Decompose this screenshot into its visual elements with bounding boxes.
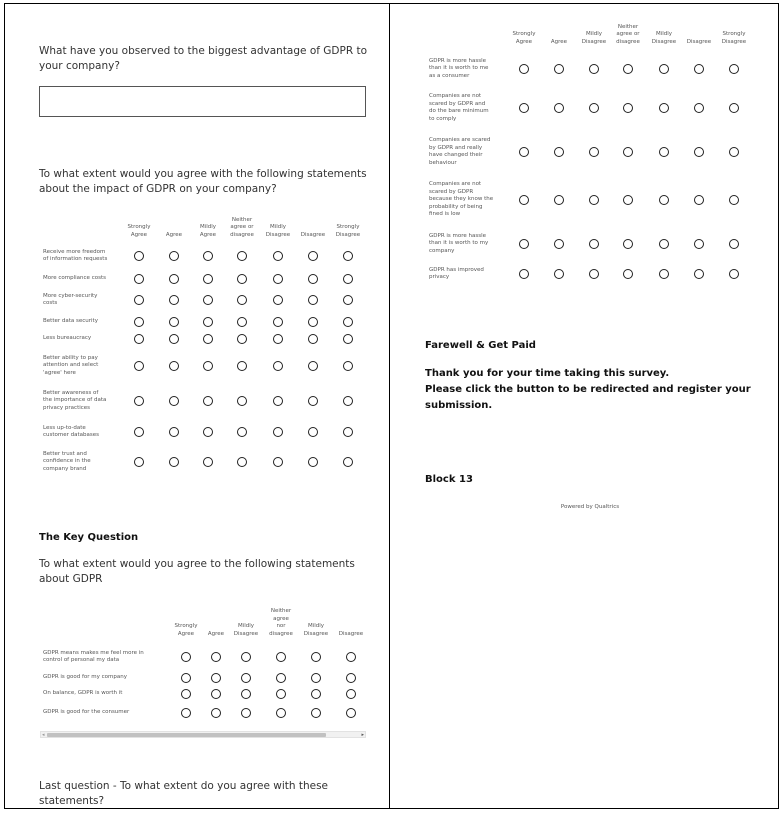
- q2-column-header: [328, 224, 368, 239]
- radio-button[interactable]: [237, 317, 247, 327]
- column-header-line: Agree: [515, 38, 533, 45]
- column-header-line: Strongly: [336, 224, 360, 230]
- radio-button[interactable]: [346, 689, 356, 699]
- row-label-line: Better trust and: [43, 450, 87, 457]
- radio-button[interactable]: [659, 269, 669, 279]
- row-label-line: to comply: [429, 115, 457, 122]
- column-header-line: Agree: [207, 630, 225, 637]
- radio-button[interactable]: [237, 295, 247, 305]
- farewell-line-2: Please click the button to be redirected and register your: [425, 384, 751, 395]
- radio-button[interactable]: [343, 317, 353, 327]
- row-label-line: company brand: [43, 465, 87, 472]
- radio-button[interactable]: [589, 239, 599, 249]
- radio-button[interactable]: [346, 708, 356, 718]
- column-header-line: Strongly: [512, 31, 536, 37]
- row-label-line: GDPR has improved: [429, 266, 484, 273]
- radio-button[interactable]: [169, 274, 179, 284]
- scroll-right-arrow-icon[interactable]: ▸: [361, 732, 364, 738]
- column-header-line: Agree: [177, 630, 195, 637]
- radio-button[interactable]: [169, 457, 179, 467]
- powered-by-qualtrics: Powered by Qualtrics: [560, 504, 620, 510]
- row-label-line: Companies are not: [429, 93, 482, 99]
- radio-button[interactable]: [181, 652, 191, 662]
- radio-button[interactable]: [729, 239, 739, 249]
- q2-column-header: [119, 224, 159, 239]
- radio-button[interactable]: [659, 103, 669, 113]
- radio-button[interactable]: [343, 334, 353, 344]
- radio-button[interactable]: [237, 396, 247, 406]
- radio-button[interactable]: [211, 708, 221, 718]
- radio-button[interactable]: [623, 195, 633, 205]
- column-header-line: Strongly: [174, 623, 198, 629]
- radio-button[interactable]: [181, 689, 191, 699]
- row-label-line: fined is low: [429, 211, 461, 218]
- radio-button[interactable]: [273, 334, 283, 344]
- radio-button[interactable]: [273, 274, 283, 284]
- key-question-column-header: [261, 608, 301, 638]
- radio-button[interactable]: [276, 689, 286, 699]
- row-label-line: GDPR is good for the consumer: [43, 709, 130, 716]
- radio-button[interactable]: [308, 317, 318, 327]
- column-header-line: Mildly: [655, 31, 673, 37]
- column-header-line: Mildly: [199, 224, 217, 230]
- radio-button[interactable]: [211, 652, 221, 662]
- key-question-row-label: [43, 650, 168, 665]
- row-label-line: privacy practices: [43, 404, 91, 411]
- radio-button[interactable]: [273, 457, 283, 467]
- row-label-line: have changed their: [429, 152, 483, 158]
- key-question-line-2: about GDPR: [39, 573, 103, 585]
- radio-button[interactable]: [203, 274, 213, 284]
- radio-button[interactable]: [623, 147, 633, 157]
- radio-button[interactable]: [203, 361, 213, 371]
- right-matrix-row-label: [429, 233, 507, 256]
- row-label-line: scared by GDPR: [429, 188, 474, 195]
- radio-button[interactable]: [343, 457, 353, 467]
- radio-button[interactable]: [311, 673, 321, 683]
- row-label-line: Better ability to pay: [43, 354, 98, 361]
- radio-button[interactable]: [554, 103, 564, 113]
- q2-row-label: [43, 275, 123, 283]
- row-label-line: Less up-to-date: [43, 424, 86, 431]
- right-matrix-row-label: [429, 93, 507, 123]
- radio-button[interactable]: [589, 64, 599, 74]
- key-question-row-label: [43, 690, 168, 698]
- key-question-row-label: [43, 674, 168, 682]
- radio-button[interactable]: [169, 427, 179, 437]
- row-label-line: because they know the: [429, 196, 494, 203]
- radio-button[interactable]: [203, 334, 213, 344]
- radio-button[interactable]: [623, 64, 633, 74]
- radio-button[interactable]: [134, 251, 144, 261]
- row-label-line: control of personal my data: [43, 657, 120, 663]
- right-matrix-row-label: [429, 181, 507, 219]
- radio-button[interactable]: [346, 673, 356, 683]
- key-question-title: The Key Question: [39, 532, 139, 543]
- farewell-line-1: Thank you for your time taking this survey.: [425, 368, 670, 379]
- radio-button[interactable]: [589, 269, 599, 279]
- row-label-line: Receive more freedom: [43, 248, 106, 255]
- radio-button[interactable]: [694, 103, 704, 113]
- radio-button[interactable]: [273, 251, 283, 261]
- q2-row-label: [43, 425, 123, 440]
- farewell-line-3: submission.: [425, 400, 493, 411]
- radio-button[interactable]: [343, 396, 353, 406]
- column-header-line: Disagree: [300, 231, 326, 238]
- radio-button[interactable]: [276, 652, 286, 662]
- column-header-line: Disagree: [265, 231, 291, 238]
- q2-row-label: [43, 293, 123, 308]
- radio-button[interactable]: [694, 269, 704, 279]
- radio-button[interactable]: [729, 269, 739, 279]
- radio-button[interactable]: [694, 64, 704, 74]
- radio-button[interactable]: [203, 457, 213, 467]
- scrollbar-thumb[interactable]: [47, 733, 326, 737]
- radio-button[interactable]: [211, 673, 221, 683]
- radio-button[interactable]: [659, 64, 669, 74]
- row-label-line: probability of being: [429, 203, 483, 210]
- radio-button[interactable]: [169, 396, 179, 406]
- q2-column-header: [222, 217, 262, 240]
- radio-button[interactable]: [237, 334, 247, 344]
- radio-button[interactable]: [308, 396, 318, 406]
- column-header-line: nor: [276, 623, 286, 629]
- column-header-line: disagree: [616, 38, 640, 45]
- q1-line-2: your company?: [39, 60, 120, 72]
- q1-question-text: [39, 44, 379, 74]
- radio-button[interactable]: [181, 673, 191, 683]
- radio-button[interactable]: [241, 673, 251, 683]
- row-label-line: behaviour: [429, 159, 457, 166]
- radio-button[interactable]: [519, 64, 529, 74]
- radio-button[interactable]: [134, 361, 144, 371]
- row-label-line: On balance, GDPR is worth it: [43, 690, 123, 697]
- radio-button[interactable]: [273, 361, 283, 371]
- right-matrix-column-header: [679, 39, 719, 47]
- radio-button[interactable]: [169, 251, 179, 261]
- radio-button[interactable]: [203, 251, 213, 261]
- radio-button[interactable]: [134, 317, 144, 327]
- column-divider: [389, 3, 390, 809]
- row-label-line: company: [429, 247, 455, 254]
- radio-button[interactable]: [134, 427, 144, 437]
- radio-button[interactable]: [346, 652, 356, 662]
- radio-button[interactable]: [308, 274, 318, 284]
- radio-button[interactable]: [181, 708, 191, 718]
- column-header-line: Agree: [165, 231, 183, 238]
- q1-line-1: What have you observed to the biggest advantage of GDPR to: [39, 45, 368, 57]
- column-header-line: Disagree: [686, 38, 712, 45]
- radio-button[interactable]: [273, 396, 283, 406]
- column-header-line: Mildly: [585, 31, 603, 37]
- row-label-line: Less bureaucracy: [43, 335, 92, 342]
- key-question-text: [39, 557, 379, 587]
- radio-button[interactable]: [308, 295, 318, 305]
- row-label-line: as a consumer: [429, 72, 470, 79]
- row-label-line: Companies are scared: [429, 137, 491, 143]
- radio-button[interactable]: [237, 361, 247, 371]
- q2-column-header: [293, 232, 333, 240]
- q2-row-label: [43, 355, 123, 378]
- radio-button[interactable]: [169, 317, 179, 327]
- key-question-column-header: [226, 623, 266, 638]
- radio-button[interactable]: [273, 295, 283, 305]
- column-header-line: agree or: [616, 31, 640, 37]
- column-header-line: Disagree: [721, 38, 747, 45]
- row-label-line: privacy: [429, 274, 450, 280]
- radio-button[interactable]: [169, 334, 179, 344]
- column-header-line: Agree: [130, 231, 148, 238]
- column-header-line: Disagree: [338, 630, 364, 637]
- q2-column-header: [258, 224, 298, 239]
- radio-button[interactable]: [203, 427, 213, 437]
- row-label-line: More compliance costs: [43, 275, 106, 282]
- radio-button[interactable]: [134, 295, 144, 305]
- right-matrix-row-label: [429, 137, 507, 167]
- row-label-line: More cyber-security: [43, 292, 98, 299]
- radio-button[interactable]: [134, 457, 144, 467]
- last-question-text: [39, 779, 379, 809]
- column-header-line: disagree: [230, 231, 254, 238]
- radio-button[interactable]: [311, 708, 321, 718]
- radio-button[interactable]: [343, 274, 353, 284]
- radio-button[interactable]: [308, 427, 318, 437]
- horizontal-scrollbar[interactable]: [40, 731, 366, 738]
- radio-button[interactable]: [729, 64, 739, 74]
- last-question-line-1: Last question - To what extent do you agree with these: [39, 780, 329, 792]
- radio-button[interactable]: [519, 239, 529, 249]
- key-question-column-header: [296, 623, 336, 638]
- radio-button[interactable]: [729, 147, 739, 157]
- column-header-line: Agree: [199, 231, 217, 238]
- right-matrix-column-header: [714, 31, 754, 46]
- radio-button[interactable]: [311, 652, 321, 662]
- radio-button[interactable]: [311, 689, 321, 699]
- row-label-line: Companies are not: [429, 181, 482, 188]
- key-question-row-label: [43, 709, 168, 717]
- radio-button[interactable]: [589, 103, 599, 113]
- column-header-line: Neither: [231, 216, 253, 223]
- row-label-line: Better data security: [43, 318, 98, 325]
- radio-button[interactable]: [554, 269, 564, 279]
- radio-button[interactable]: [134, 396, 144, 406]
- radio-button[interactable]: [623, 103, 633, 113]
- right-matrix-row-label: [429, 58, 507, 81]
- row-label-line: of information requests: [43, 256, 108, 262]
- radio-button[interactable]: [343, 295, 353, 305]
- column-header-line: Agree: [550, 38, 568, 45]
- radio-button[interactable]: [519, 147, 529, 157]
- radio-button[interactable]: [308, 334, 318, 344]
- row-label-line: GDPR is more hassle: [429, 57, 487, 64]
- radio-button[interactable]: [659, 147, 669, 157]
- right-matrix-column-header: [644, 31, 684, 46]
- radio-button[interactable]: [694, 195, 704, 205]
- key-question-line-1: To what extent would you agree to the following statements: [39, 558, 355, 570]
- radio-button[interactable]: [237, 457, 247, 467]
- column-header-line: Mildly: [237, 623, 255, 629]
- radio-button[interactable]: [554, 239, 564, 249]
- right-matrix-column-header: [539, 39, 579, 47]
- key-question-column-header: [331, 631, 371, 639]
- radio-button[interactable]: [308, 361, 318, 371]
- radio-button[interactable]: [241, 652, 251, 662]
- radio-button[interactable]: [554, 64, 564, 74]
- radio-button[interactable]: [519, 195, 529, 205]
- radio-button[interactable]: [273, 427, 283, 437]
- row-label-line: costs: [43, 300, 58, 306]
- last-question-line-2: statements?: [39, 795, 105, 807]
- q2-line-2: about the impact of GDPR on your company?: [39, 183, 277, 195]
- radio-button[interactable]: [589, 147, 599, 157]
- radio-button[interactable]: [308, 251, 318, 261]
- q2-row-label: [43, 451, 123, 474]
- radio-button[interactable]: [589, 195, 599, 205]
- radio-button[interactable]: [554, 195, 564, 205]
- row-label-line: attention and select: [43, 362, 99, 369]
- row-label-line: GDPR is good for my company: [43, 674, 128, 681]
- row-label-line: do the bare minimum: [429, 108, 489, 114]
- radio-button[interactable]: [276, 673, 286, 683]
- column-header-line: Strongly: [722, 31, 746, 37]
- scroll-left-arrow-icon[interactable]: ◂: [42, 732, 45, 738]
- radio-button[interactable]: [623, 269, 633, 279]
- column-header-line: Mildly: [307, 623, 325, 629]
- farewell-title: Farewell & Get Paid: [425, 340, 536, 351]
- column-header-line: Mildly: [269, 224, 287, 230]
- column-header-line: Disagree: [581, 38, 607, 45]
- row-label-line: Better awareness of: [43, 389, 99, 396]
- radio-button[interactable]: [273, 317, 283, 327]
- row-label-line: scared by GDPR and: [429, 100, 486, 107]
- radio-button[interactable]: [308, 457, 318, 467]
- row-label-line: the importance of data: [43, 397, 107, 404]
- row-label-line: than it is worth to me: [429, 65, 489, 72]
- radio-button[interactable]: [554, 147, 564, 157]
- radio-button[interactable]: [729, 195, 739, 205]
- radio-button[interactable]: [276, 708, 286, 718]
- q2-row-label: [43, 335, 123, 343]
- radio-button[interactable]: [343, 251, 353, 261]
- right-matrix-row-label: [429, 267, 507, 282]
- farewell-message: [425, 366, 770, 414]
- radio-button[interactable]: [241, 708, 251, 718]
- radio-button[interactable]: [343, 361, 353, 371]
- right-matrix-column-header: [608, 24, 648, 47]
- radio-button[interactable]: [659, 195, 669, 205]
- column-header-line: agree: [273, 615, 289, 622]
- row-label-line: GDPR is more hassle: [429, 232, 487, 239]
- radio-button[interactable]: [237, 427, 247, 437]
- column-header-line: agree or: [230, 224, 254, 230]
- radio-button[interactable]: [169, 295, 179, 305]
- row-label-line: by GDPR and really: [429, 144, 483, 151]
- radio-button[interactable]: [203, 317, 213, 327]
- radio-button[interactable]: [729, 103, 739, 113]
- radio-button[interactable]: [519, 269, 529, 279]
- radio-button[interactable]: [203, 295, 213, 305]
- row-label-line: confidence in the: [43, 458, 91, 465]
- radio-button[interactable]: [237, 274, 247, 284]
- q2-row-label: [43, 318, 123, 326]
- radio-button[interactable]: [694, 147, 704, 157]
- column-header-line: Disagree: [651, 38, 677, 45]
- q1-answer-textbox[interactable]: [39, 86, 366, 117]
- column-header-line: Strongly: [127, 224, 151, 230]
- q2-question-text: [39, 167, 379, 197]
- radio-button[interactable]: [343, 427, 353, 437]
- column-header-line: Disagree: [335, 231, 361, 238]
- radio-button[interactable]: [623, 239, 633, 249]
- radio-button[interactable]: [519, 103, 529, 113]
- row-label-line: 'agree' here: [43, 369, 76, 376]
- radio-button[interactable]: [203, 396, 213, 406]
- radio-button[interactable]: [169, 361, 179, 371]
- right-matrix-column-header: [504, 31, 544, 46]
- radio-button[interactable]: [134, 334, 144, 344]
- column-header-line: Neither: [270, 608, 292, 614]
- row-label-line: GDPR means makes me feel more in: [43, 649, 144, 656]
- radio-button[interactable]: [694, 239, 704, 249]
- q2-row-label: [43, 390, 123, 413]
- column-header-line: Neither: [617, 23, 639, 30]
- column-header-line: Disagree: [233, 630, 259, 637]
- column-header-line: disagree: [269, 630, 293, 637]
- q2-line-1: To what extent would you agree with the following statements: [39, 168, 367, 180]
- radio-button[interactable]: [211, 689, 221, 699]
- row-label-line: customer databases: [43, 432, 100, 438]
- radio-button[interactable]: [659, 239, 669, 249]
- block-13-title: Block 13: [425, 474, 473, 485]
- radio-button[interactable]: [241, 689, 251, 699]
- radio-button[interactable]: [237, 251, 247, 261]
- radio-button[interactable]: [134, 274, 144, 284]
- q2-row-label: [43, 249, 123, 264]
- column-header-line: Disagree: [303, 630, 329, 637]
- row-label-line: than it is worth to my: [429, 240, 489, 247]
